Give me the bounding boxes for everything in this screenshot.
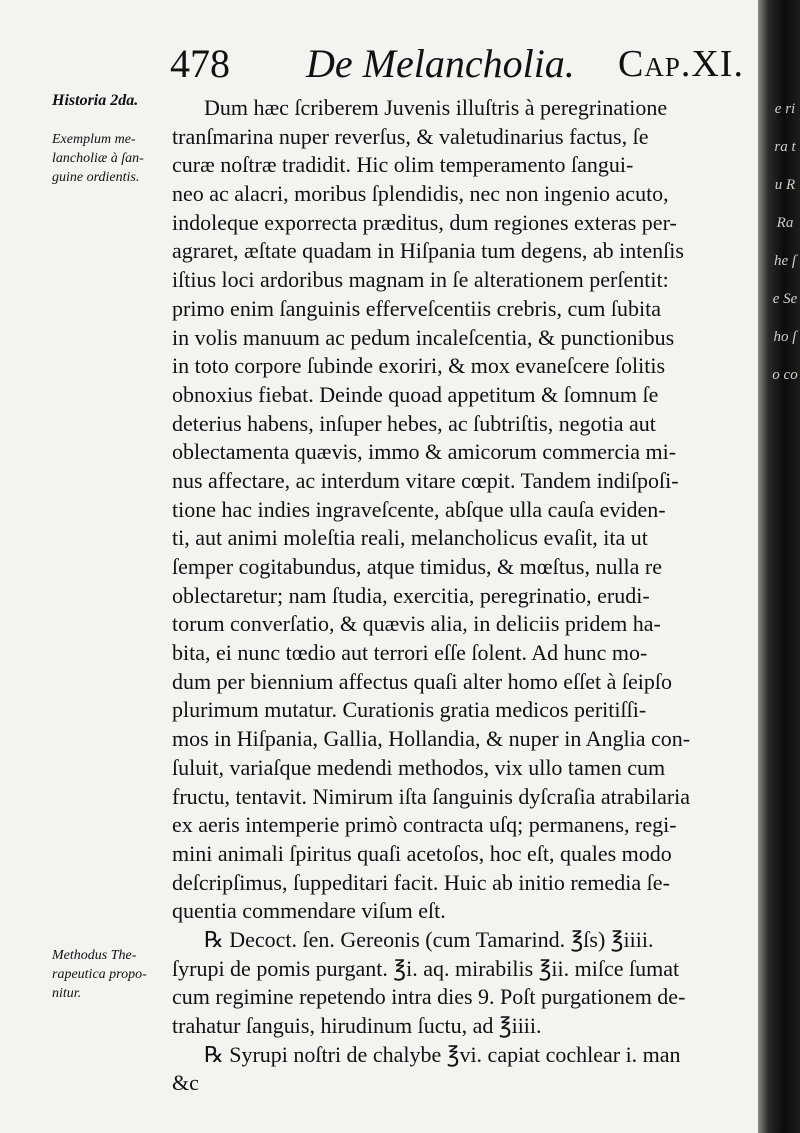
text-line: neo ac alacri, moribus ſplendidis, nec non ingenio acuto,	[172, 181, 669, 207]
page-header	[170, 40, 758, 90]
text-line: plurimum mutatur. Curationis gratia medicos peritiſſi-	[172, 697, 647, 723]
page-number: 478	[170, 41, 230, 86]
text-line: Dum hæc ſcriberem Juvenis illuſtris à peregrinatione	[204, 95, 668, 120]
text-line: in toto corpore ſubinde exoriri, & mox evaneſcere ſolitis	[172, 353, 666, 379]
margin-note-line: rapeutica propo-	[52, 967, 147, 982]
text-line: fructu, tentavit. Nimirum iſta ſanguinis dyſcraſia atrabilaria	[172, 783, 691, 809]
text-line: deſcripſimus, ſuppeditari facit. Huic ab initio remedia ſe-	[172, 869, 670, 895]
text-line: oblectamenta quævis, immo & amicorum commercia mi-	[172, 439, 677, 465]
text-line: ti, aut animi moleſtia reali, melancholicus evaſit, ita ut	[172, 525, 648, 551]
text-line: quentia commendare viſum eſt.	[172, 898, 446, 924]
text-line: iſtius loci ardoribus magnam in ſe alterationem perſentit:	[172, 267, 669, 293]
text-line: indoleque exporrecta præditus, dum regiones exteras per-	[172, 209, 677, 235]
text-line: bita, ei nunc tœdio aut terrori eſſe ſolent. Ad hunc mo-	[172, 640, 648, 666]
text-line: dum per biennium affectus quaſi alter homo eſſet à ſeipſo	[172, 668, 672, 694]
margin-note-exemplum	[52, 130, 170, 187]
text-line: &c	[172, 1070, 199, 1096]
text-line: ex aeris intemperie primò contracta uſq; permanens, regi-	[172, 812, 677, 838]
text-line: torum converſatio, & quævis alia, in deliciis pridem ha-	[172, 611, 661, 637]
margin-note-line: guine ordientis.	[52, 170, 140, 185]
text-line: in volis manuum ac pedum incaleſcentia, & punctionibus	[172, 324, 675, 350]
text-line: ℞ Decoct. ſen. Gereonis (cum Tamarind. ℥ſs) ℥iiii.	[204, 926, 654, 952]
margin-note-historia	[52, 91, 170, 110]
text-line: mini animali ſpiritus quaſi acetoſos, hoc eſt, quales modo	[172, 840, 672, 866]
text-line: curæ noſtræ tradidit. Hic olim temperamento ſangui-	[172, 152, 634, 178]
text-line: tione hac indies ingraveſcente, abſque ulla cauſa eviden-	[172, 496, 666, 522]
text-line: cum regimine repetendo intra dies 9. Poſt purgationem de-	[172, 984, 686, 1010]
text-line: oblectaretur; nam ſtudia, exercitia, peregrinatio, erudi-	[172, 582, 650, 608]
running-title: De Melancholia.	[306, 41, 575, 86]
margin-note-line: nitur.	[52, 986, 82, 1001]
text-line: ſyrupi de pomis purgant. ℥i. aq. mirabilis ℥ii. miſce ſumat	[172, 955, 680, 981]
margin-note-methodus	[52, 946, 170, 1003]
text-line: trahatur ſanguis, hirudinum ſuctu, ad ℥iiii.	[172, 1013, 542, 1038]
text-line: deterius habens, inſuper hebes, ac ſubtriſtis, negotia aut	[172, 410, 656, 436]
margin-note-line: lancholiæ à ſan-	[52, 151, 144, 166]
text-line: ſemper cogitabundus, atque timidus, & mœſtus, nulla re	[172, 554, 663, 579]
text-line: agraret, æſtate quadam in Hiſpania tum degens, ab intenſis	[172, 238, 684, 264]
body-text	[172, 94, 760, 1098]
text-line: mos in Hiſpania, Gallia, Hollandia, & nuper in Anglia con-	[172, 726, 691, 752]
margin-note-line: Historia 2da.	[52, 92, 139, 109]
text-line: ℞ Syrupi noſtri de chalybe ℥vi. capiat cochlear i. man	[204, 1041, 681, 1067]
margin-note-line: Methodus The-	[52, 948, 137, 963]
page-gutter	[758, 0, 800, 1133]
gutter-fragments: e ri ra tu R Ra he ſe Se ho ſo co	[772, 101, 798, 383]
text-line: tranſmarina nuper reverſus, & valetudinarius factus, ſe	[172, 123, 649, 149]
margin-note-line: Exemplum me-	[52, 132, 136, 147]
text-line: primo enim ſanguinis efferveſcentiis crebris, cum ſubita	[172, 295, 661, 321]
text-line: obnoxius fiebat. Deinde quoad appetitum & ſomnum ſe	[172, 381, 659, 407]
text-line: nus affectare, ac interdum vitare cœpit. Tandem indiſpoſi-	[172, 467, 679, 493]
text-line: ſuluit, variaſque medendi methodos, vix ullo tamen cum	[172, 754, 666, 780]
chapter-heading: Cap.XI.	[618, 43, 744, 85]
